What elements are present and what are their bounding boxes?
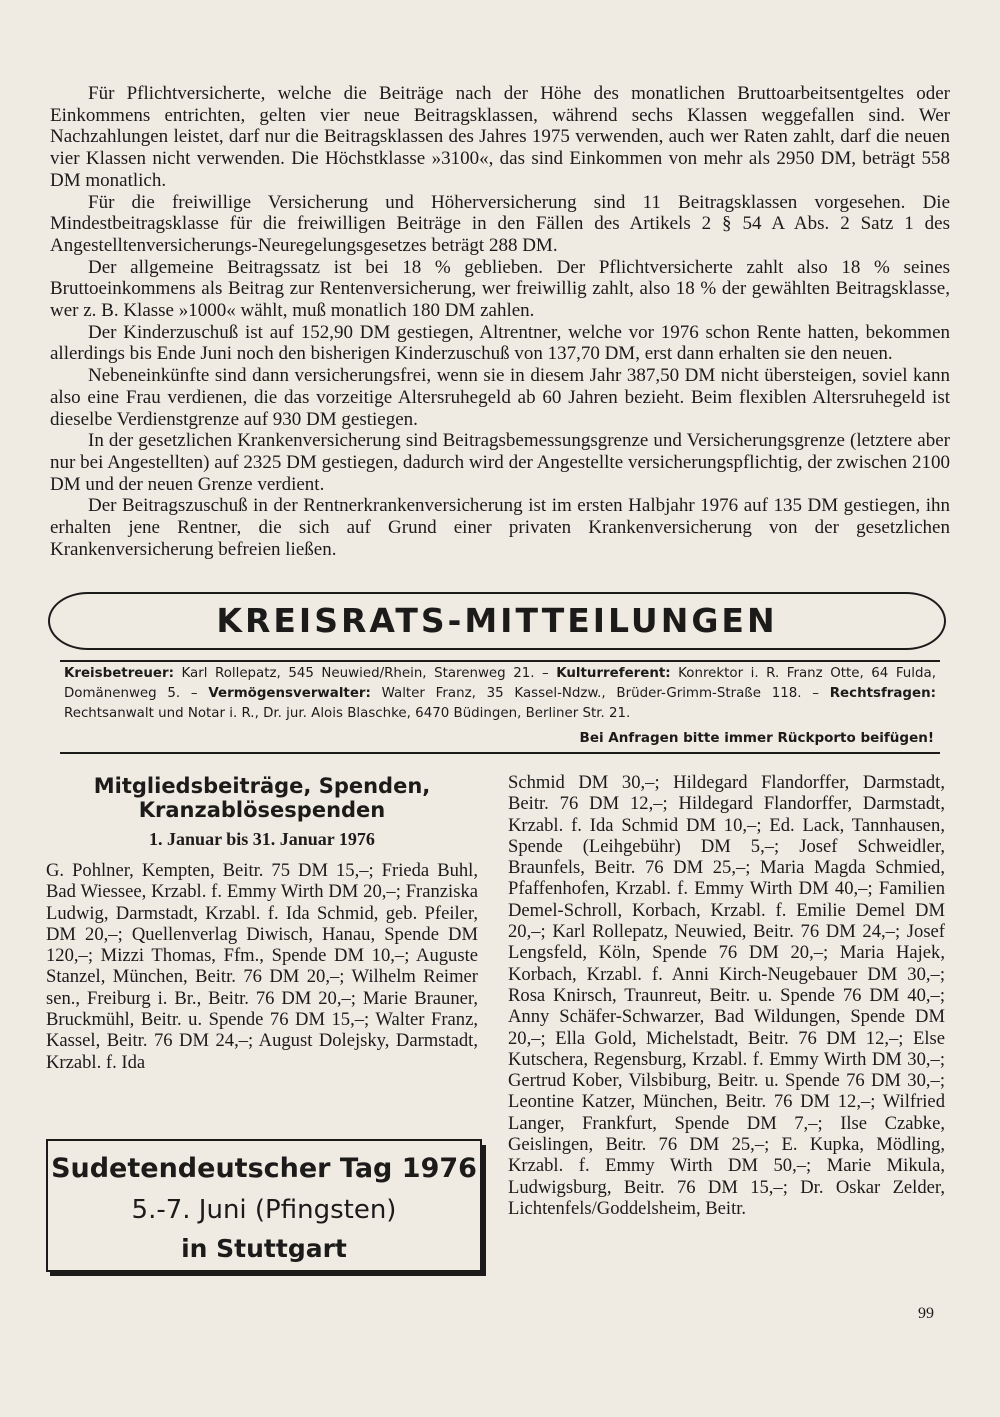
box-shadow-edge xyxy=(50,1272,486,1276)
donations-left-column xyxy=(46,774,478,1073)
divider-line xyxy=(60,660,940,662)
divider-line xyxy=(60,752,940,754)
kultur-text: Konrektor i. R. Franz Otte, 64 Fulda, Domänenweg 5. – xyxy=(64,666,936,701)
kreisrat-banner xyxy=(48,592,946,650)
intro-paragraph: Der Beitragszuschuß in der Rentnerkrankenversicherung ist im ersten Halbjahr 1976 auf 135 DM gestiegen, ihn erhalten jene Rentner, die sich auf Grund einer privaten Krankenversicherung von der gesetzlichen Krankenversicherung befreien ließen. xyxy=(50,495,950,560)
sdt-title: Sudetendeutscher Tag 1976 xyxy=(51,1153,477,1184)
donations-list-left: G. Pohlner, Kempten, Beitr. 75 DM 15,–; Frieda Buhl, Bad Wiessee, Krzabl. f. Emmy Wirth DM 20,–; Franziska Ludwig, Darmstadt, Krzabl. f. Ida Schmid, geb. Pfeiler, DM 20,–; Quellenverlag Diwisch, Hanau, Spende DM 120,–; Mizzi Thomas, Ffm., Spende DM 10,–; Auguste Stanzel, München, Beitr. 76 DM 20,–; Wilhelm Reimer sen., Freiburg i. Br., Beitr. 76 DM 20,–; Marie Brauner, Bruckmühl, Beitr. u. Spende 76 DM 15,–; Walter Franz, Kassel, Beitr. 76 DM 24,–; August Dolejsky, Darmstadt, Krzabl. f. Ida xyxy=(46,860,478,1073)
donations-period: 1. Januar bis 31. Januar 1976 xyxy=(149,829,375,849)
intro-paragraph: Für Pflichtversicherte, welche die Beiträge nach der Höhe des monatlichen Bruttoarbeitsentgeltes oder Einkommens entrichten, gelten vier neue Beitragsklassen, während sechs Klassen weggefallen sind. Wer Nachzahlungen leistet, darf nur die Beitragsklassen des Jahres 1975 verwenden, auch wer Raten zahlt, darf die neuen vier Klassen nicht verwenden. Die Höchstklasse »3100«, das sind Einkommen von mehr als 2950 DM, beträgt 558 DM monatlich. xyxy=(50,83,950,191)
page-number: 99 xyxy=(918,1305,934,1322)
donations-heading-line2: Kranzablösespenden xyxy=(138,798,386,822)
sdt-location: in Stuttgart xyxy=(181,1234,347,1263)
intro-paragraph: Für die freiwillige Versicherung und Höherversicherung sind 11 Beitragsklassen vorgesehen. Die Mindestbeitragsklasse für die freiwilligen Beiträge in den Fällen des Artikels 2 § 54 A Abs. 2 Satz 1 des Angestelltenversicherungs-Neuregelungsgesetzes beträgt 288 DM. xyxy=(50,191,950,256)
betreuer-text: Karl Rollepatz, 545 Neuwied/Rhein, Starenweg 21. – xyxy=(181,666,549,681)
intro-paragraph: In der gesetzlichen Krankenversicherung sind Beitragsbemessungsgrenze und Versicherungsgrenze (letztere aber nur bei Angestellten) auf 2325 DM gestiegen, dadurch wird der Angestellte versicherungspflichtig, der zwischen 2100 DM und der neuen Grenze verdient. xyxy=(50,430,950,495)
recht-label: Rechtsfragen: xyxy=(829,686,936,701)
kreisrat-contacts xyxy=(64,664,936,724)
vermoegen-text: Walter Franz, 35 Kassel-Ndzw., Brüder-Grimm-Straße 118. – xyxy=(381,686,819,701)
intro-paragraph: Nebeneinkünfte sind dann versicherungsfrei, wenn sie in diesem Jahr 387,50 DM nicht übersteigen, soviel kann also eine Frau verdienen, die das vorzeitige Altersruhegeld ab 60 Jahren bezieht. Beim flexiblen Altersruhegeld ist dieselbe Verdienstgrenze auf 930 DM gestiegen. xyxy=(50,365,950,430)
donations-right-column xyxy=(508,772,945,1219)
rueckporto-note: Bei Anfragen bitte immer Rückporto beifügen! xyxy=(579,730,934,746)
kreisrat-title: KREISRATS-MITTEILUNGEN xyxy=(216,601,778,640)
vermoegen-label: Vermögensverwalter: xyxy=(208,686,371,701)
donations-heading-line1: Mitgliedsbeiträge, Spenden, xyxy=(93,774,431,798)
intro-text xyxy=(50,83,950,560)
recht-text: Rechtsanwalt und Notar i. R., Dr. jur. Alois Blaschke, 6470 Büdingen, Berliner Str. 21. xyxy=(64,706,631,721)
kultur-label: Kulturreferent: xyxy=(556,666,671,681)
sudetendeutscher-tag-box xyxy=(46,1139,482,1272)
intro-paragraph: Der Kinderzuschuß ist auf 152,90 DM gestiegen, Altrentner, welche vor 1976 schon Rente hatten, bekommen allerdings bis Ende Juni noch den bisherigen Kinderzuschuß von 137,70 DM, erst dann erhalten sie den neuen. xyxy=(50,321,950,365)
intro-paragraph: Der allgemeine Beitragssatz ist bei 18 % geblieben. Der Pflichtversicherte zahlt also 18 % seines Bruttoeinkommens als Beitrag zur Rentenversicherung, wer freiwillig zahlt, also 18 % der gewählten Beitragsklasse, wer z. B. Klasse »1000« wählt, muß monatlich 180 DM zahlen. xyxy=(50,256,950,322)
sdt-date: 5.-7. Juni (Pfingsten) xyxy=(131,1195,397,1225)
donations-list-right: Schmid DM 30,–; Hildegard Flandorffer, Darmstadt, Beitr. 76 DM 12,–; Hildegard Flandorffer, Darmstadt, Krzabl. f. Ida Schmid DM 10,–; Ed. Lack, Tannhausen, Spende (Leihgebühr) DM 5,–; Josef Schweidler, Braunfels, Beitr. 76 DM 25,–; Maria Magda Schmied, Pfaffenhofen, Krzabl. f. Emmy Wirth DM 40,–; Familien Demel-Schroll, Korbach, Krzabl. f. Emilie Demel DM 20,–; Karl Rollepatz, Neuwied, Beitr. 76 DM 24,–; Josef Lengsfeld, Köln, Spende 76 DM 20,–; Maria Hajek, Korbach, Krzabl. f. Anni Kirch-Neugebauer DM 30,–; Rosa Knirsch, Traunreut, Beitr. u. Spende 76 DM 40,–; Anny Schäfer-Schwarzer, Bad Wildungen, Spende DM 20,–; Ella Gold, Michelstadt, Beitr. 76 DM 12,–; Else Kutschera, Regensburg, Krzabl. f. Emmy Wirth DM 30,–; Gertrud Kober, Vilsbiburg, Beitr. u. Spende 76 DM 30,–; Leontine Katzer, München, Beitr. 76 DM 12,–; Wilfried Langer, Frankfurt, Spende DM 7,–; Ilse Czabke, Geislingen, Beitr. 76 DM 25,–; E. Kupka, Mödling, Krzabl. f. Emmy Wirth DM 50,–; Marie Mikula, Ludwigsburg, Beitr. 76 DM 15,–; Dr. Oskar Zelder, Lichtenfels/Goddelsheim, Beitr. xyxy=(508,772,945,1219)
betreuer-label: Kreisbetreuer: xyxy=(64,666,174,681)
